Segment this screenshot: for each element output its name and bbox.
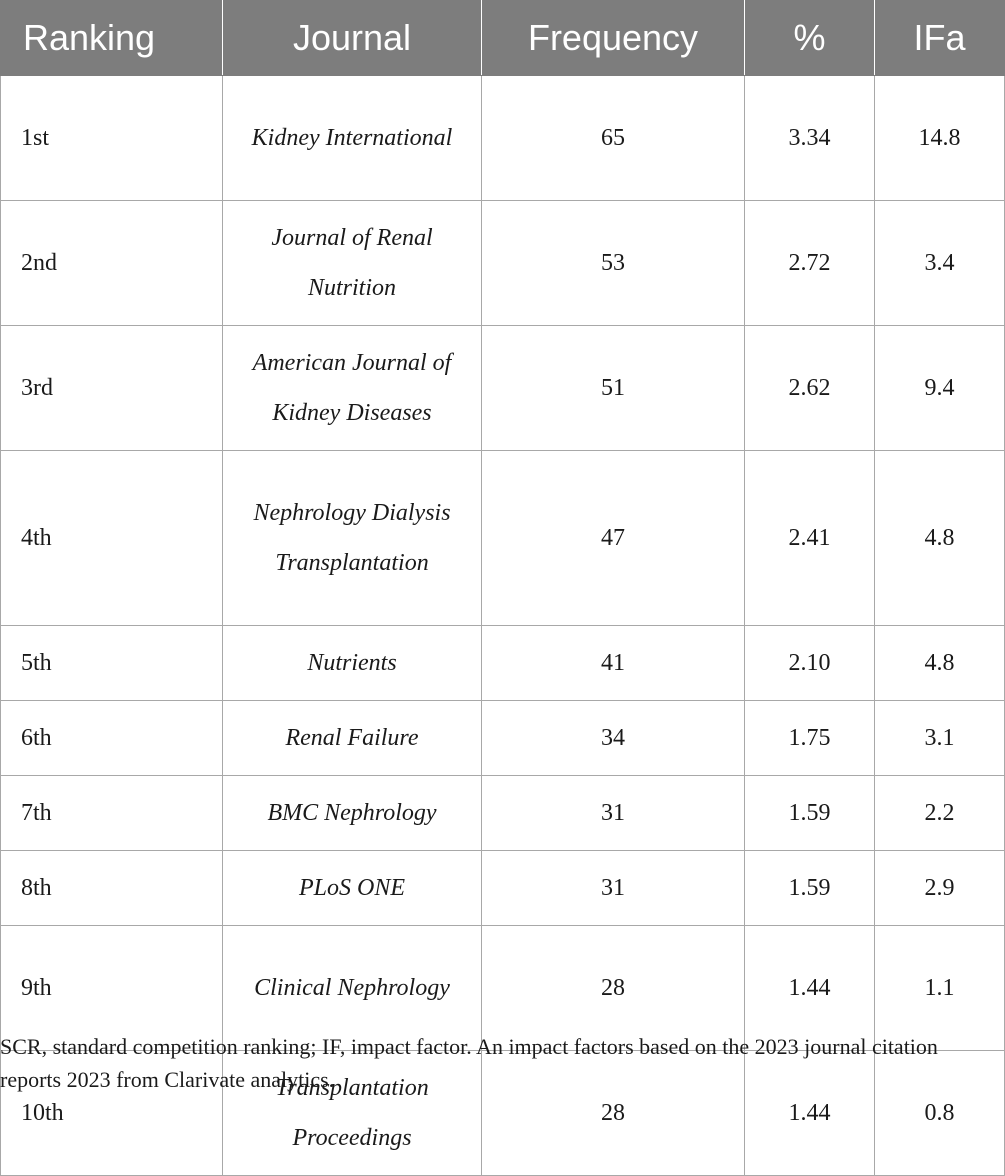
cell-ranking: 8th [1,851,223,926]
cell-journal: American Journal of Kidney Diseases [223,326,482,451]
cell-percent: 3.34 [745,76,875,201]
cell-frequency: 41 [482,626,745,701]
table-row [1,201,1005,326]
cell-journal: Kidney International [223,76,482,201]
cell-frequency: 34 [482,701,745,776]
cell-impact-factor: 3.1 [875,701,1005,776]
cell-frequency: 28 [482,1051,745,1176]
header-journal: Journal [223,1,482,76]
table-row [1,626,1005,701]
cell-journal: Renal Failure [223,701,482,776]
table-header [1,1,1005,76]
cell-journal: Clinical Nephrology [223,926,482,1051]
cell-journal: BMC Nephrology [223,776,482,851]
cell-impact-factor: 4.8 [875,626,1005,701]
table-row [1,451,1005,626]
cell-journal: Journal of Renal Nutrition [223,201,482,326]
cell-ranking: 2nd [1,201,223,326]
table-footnote: SCR, standard competition ranking; IF, impact factor. An impact factors based on the 2023 journal citation reports 2023 from Clarivate analytics. [0,1034,938,1092]
cell-percent: 2.62 [745,326,875,451]
cell-frequency: 31 [482,851,745,926]
header-row [1,1,1005,76]
table-body [1,76,1005,1176]
table-row [1,326,1005,451]
cell-impact-factor: 9.4 [875,326,1005,451]
table-row [1,776,1005,851]
cell-ranking: 7th [1,776,223,851]
cell-percent: 2.41 [745,451,875,626]
header-impact-factor: IFa [875,1,1005,76]
header-ranking: Ranking [1,1,223,76]
cell-percent: 1.44 [745,1051,875,1176]
cell-impact-factor: 4.8 [875,451,1005,626]
cell-impact-factor: 14.8 [875,76,1005,201]
cell-frequency: 51 [482,326,745,451]
cell-percent: 1.75 [745,701,875,776]
table-row [1,851,1005,926]
cell-frequency: 28 [482,926,745,1051]
cell-journal: Nephrology Dialysis Transplantation [223,451,482,626]
cell-percent: 1.44 [745,926,875,1051]
cell-ranking: 1st [1,76,223,201]
cell-frequency: 53 [482,201,745,326]
cell-percent: 2.72 [745,201,875,326]
cell-impact-factor: 2.9 [875,851,1005,926]
cell-frequency: 47 [482,451,745,626]
cell-impact-factor: 2.2 [875,776,1005,851]
cell-frequency: 31 [482,776,745,851]
cell-impact-factor: 1.1 [875,926,1005,1051]
header-percent: % [745,1,875,76]
cell-impact-factor: 0.8 [875,1051,1005,1176]
cell-journal: PLoS ONE [223,851,482,926]
cell-ranking: 3rd [1,326,223,451]
table-row [1,701,1005,776]
cell-impact-factor: 3.4 [875,201,1005,326]
cell-percent: 2.10 [745,626,875,701]
cell-frequency: 65 [482,76,745,201]
cell-ranking: 6th [1,701,223,776]
cell-ranking: 5th [1,626,223,701]
cell-journal: Transplantation Proceedings [223,1051,482,1176]
cell-ranking: 9th [1,926,223,1051]
cell-journal: Nutrients [223,626,482,701]
table-row [1,76,1005,201]
cell-percent: 1.59 [745,776,875,851]
cell-ranking: 4th [1,451,223,626]
header-frequency: Frequency [482,1,745,76]
cell-percent: 1.59 [745,851,875,926]
cell-ranking: 10th [1,1051,223,1176]
